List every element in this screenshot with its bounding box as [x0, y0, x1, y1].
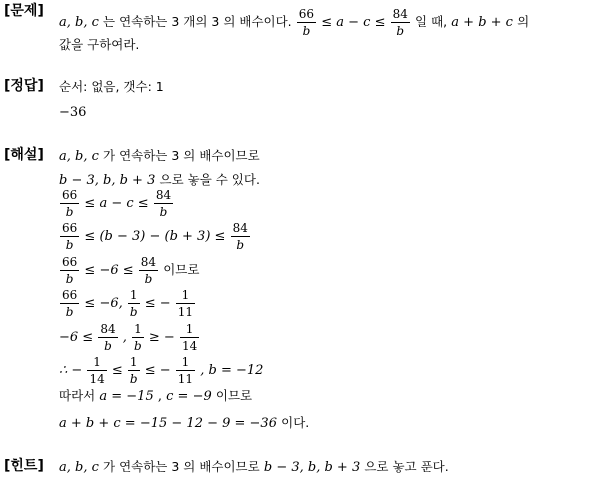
problem-text-1: 는 연속하는 3 개의 3 의 배수이다. — [103, 14, 292, 29]
problem-frac-1: $\frac{66}{b}$ — [298, 7, 315, 38]
solution-line-7: −6 ≤ $\frac{84}{b}$ , $\frac{1}{b}$ ≥ − $\frac{1}{14}$ — [59, 322, 198, 353]
solution-line-10: a + b + c = −15 − 12 − 9 = −36 이다. — [59, 415, 310, 431]
problem-label: [문제] — [4, 3, 44, 19]
answer-value: −36 — [59, 105, 87, 120]
solution-line-8: ∴ − $\frac{1}{14}$ ≤ $\frac{1}{b}$ ≤ − $\frac{1}{11}$ , b = −12 — [59, 355, 264, 386]
problem-frac-2: $\frac{84}{b}$ — [392, 7, 408, 38]
problem-text-2: 일 때, — [415, 14, 448, 29]
hint-line: a, b, c 가 연속하는 3 의 배수이므로 b − 3, b, b + 3 으로 놓고 푼다. — [59, 459, 449, 475]
solution-line-1: a, b, c 가 연속하는 3 의 배수이므로 — [59, 148, 260, 164]
solution-label: [해설] — [4, 147, 44, 163]
problem-vars: a, b, c — [59, 15, 99, 30]
solution-line-3: $\frac{66}{b}$ ≤ a − c ≤ $\frac{84}{b}$ — [62, 188, 172, 219]
hint-label: [힌트] — [4, 458, 44, 474]
solution-line-5: $\frac{66}{b}$ ≤ −6 ≤ $\frac{84}{b}$ 이므로 — [62, 255, 200, 286]
solution-line-9: 따라서 a = −15 , c = −9 이므로 — [59, 388, 253, 404]
problem-text-3: 의 — [517, 14, 530, 29]
problem-expr: a + b + c — [451, 15, 513, 30]
answer-label: [정답] — [4, 78, 44, 94]
problem-line-2: 값을 구하여라. — [59, 37, 140, 52]
solution-line-4: $\frac{66}{b}$ ≤ (b − 3) − (b + 3) ≤ $\frac{84}{b}$ — [62, 221, 248, 252]
problem-inequality: ≤ a − c ≤ — [321, 15, 386, 30]
solution-line-2: b − 3, b, b + 3 으로 놓을 수 있다. — [59, 172, 260, 188]
answer-order-count: 순서: 없음, 갯수: 1 — [59, 79, 164, 94]
problem-line-1 — [59, 8, 529, 37]
solution-line-6: $\frac{66}{b}$ ≤ −6, $\frac{1}{b}$ ≤ − $\frac{1}{11}$ — [62, 288, 194, 319]
